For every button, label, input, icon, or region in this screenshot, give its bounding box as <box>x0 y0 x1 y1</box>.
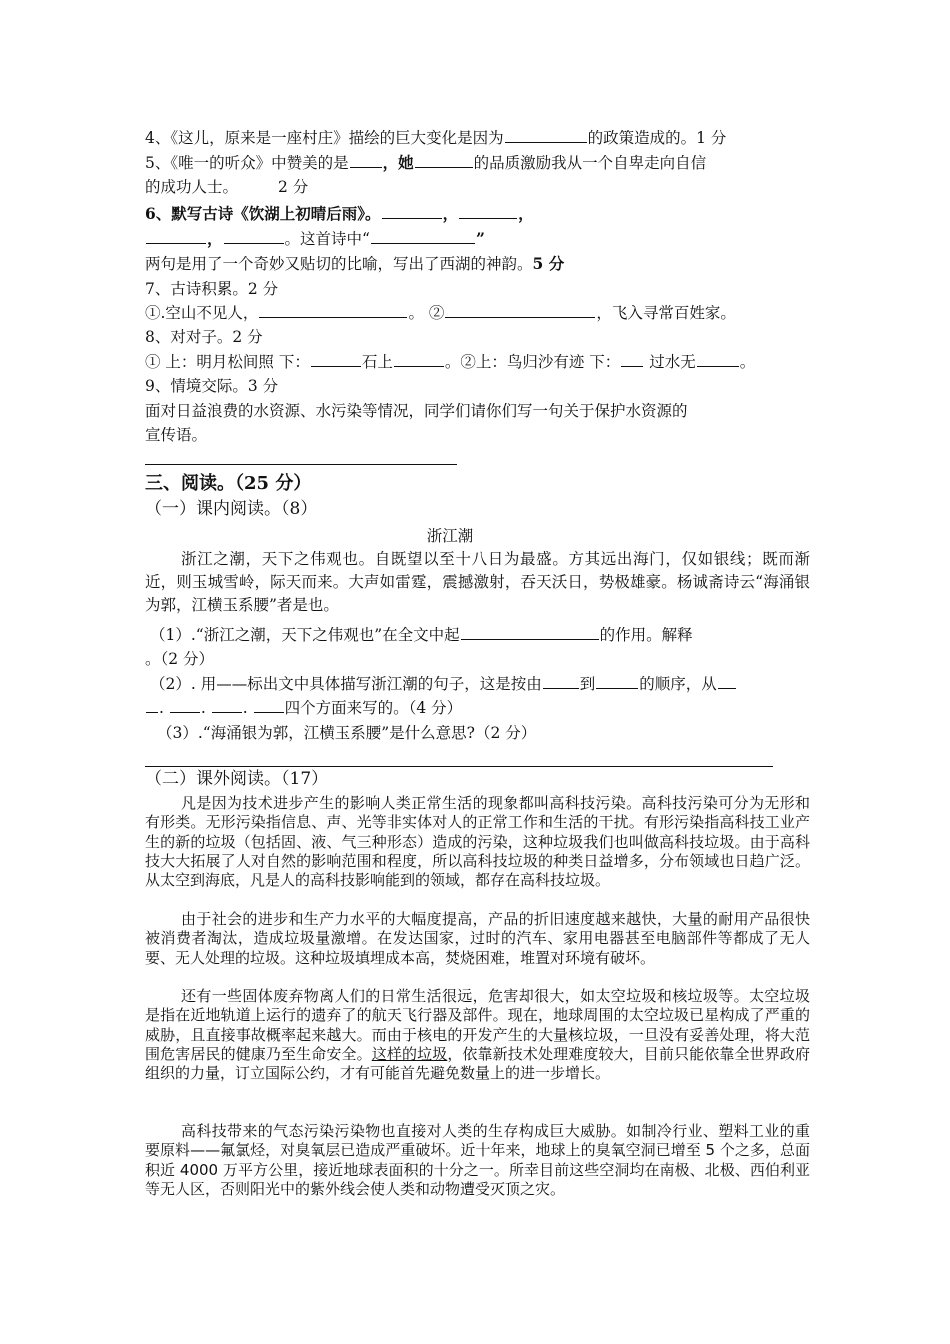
reading-question-2: （2）. 用——标出文中具体描写浙江潮的句子，这是按由 到 的顺序，从 <box>150 674 737 694</box>
question-9-text: 面对日益浪费的水资源、水污染等情况，同学们请你们写一句关于保护水资源的 <box>145 402 688 420</box>
question-8: ① 上：明月松间照 下： 石上 。②上：鸟归沙有迹 下： 过水无 。 <box>145 353 756 371</box>
answer-line[interactable] <box>145 464 457 465</box>
section-title: 三、阅读。（25 分） <box>145 473 312 494</box>
answer-blank[interactable] <box>350 153 382 168</box>
answer-blank[interactable] <box>146 229 206 244</box>
question-8-title: 8、对对子。2 分 <box>145 328 263 346</box>
article-paragraph: 高科技带来的气态污染污染物也直接对人类的生存构成巨大威胁。如制冷行业、塑料工业的重要原料——氟氯烃，对臭氧层已造成严重破坏。近十年来，地球上的臭氧空洞已增至 5 个之多，总面积近 4000 万平方公里，接近地球表面积的十分之一。所幸目前这些空洞均在南极、北极、西伯利亚等无人区，否则阳光中的紫外线会使人类和动物遭受灭顶之灾。 <box>145 1122 810 1198</box>
reading-question-1: （1）.“浙江之潮，天下之伟观也”在全文中起 的作用。解释 <box>150 626 693 644</box>
answer-blank[interactable] <box>254 698 284 713</box>
question-5-cont: 的成功人士。 2 分 <box>145 178 309 196</box>
question-9-text-cont: 宣传语。 <box>145 426 208 444</box>
reading-question-3: （3）.“海涌银为郭，江横玉系腰”是什么意思?（2 分） <box>157 724 537 742</box>
question-6-cont: ， 。这首诗中“ ” <box>145 229 485 249</box>
answer-blank[interactable] <box>697 352 739 367</box>
answer-blank[interactable] <box>445 303 595 318</box>
answer-blank[interactable] <box>311 352 361 367</box>
answer-blank[interactable] <box>224 229 284 244</box>
answer-blank[interactable] <box>382 204 442 219</box>
answer-blank[interactable] <box>170 698 200 713</box>
answer-blank[interactable] <box>371 229 475 244</box>
answer-blank[interactable] <box>718 674 736 689</box>
answer-blank[interactable] <box>394 352 444 367</box>
question-5: 5、《唯一的听众》中赞美的是 ，她 的品质激励我从一个自卑走向自信 <box>145 153 707 172</box>
article-paragraph: 由于社会的进步和生产力水平的大幅度提高，产品的折旧速度越来越快，大量的耐用产品很快被消费者淘汰，造成垃圾量激增。在发达国家，过时的汽车、家用电器甚至电脑部件等都成了无人要、无人处理的垃圾。这种垃圾填埋成本高，焚烧困难，堆置对环境有破坏。 <box>145 910 810 967</box>
question-7-title: 7、古诗积累。2 分 <box>145 280 279 298</box>
article-paragraph: 凡是因为技术进步产生的影响人类正常生活的现象都叫高科技污染。高科技污染可分为无形和有形类。无形污染指信息、声、光等非实体对人的正常工作和生活的干扰。有形污染指高科技工业产生的新的垃圾（包括固、液、气三种形态）造成的污染，这种垃圾我们也叫做高科技垃圾。由于高科技大大拓展了人对自然的影响范围和程度，所以高科技垃圾的种类日益增多，分布领域也日趋广泛。从太空到海底，凡是人的高科技影响能到的领域，都存在高科技垃圾。 <box>145 794 810 890</box>
answer-blank[interactable] <box>212 698 242 713</box>
answer-blank[interactable] <box>621 352 643 367</box>
question-4: 4、《这儿，原来是一座村庄》描绘的巨大变化是因为 的政策造成的。1 分 <box>145 129 727 147</box>
answer-blank[interactable] <box>415 153 473 168</box>
subsection-title: （一）课内阅读。（8） <box>145 499 318 519</box>
subsection-title: （二）课外阅读。（17） <box>145 769 329 789</box>
question-6: 6、默写古诗《饮湖上初晴后雨》。 ， ， <box>145 204 534 223</box>
answer-blank[interactable] <box>459 204 517 219</box>
passage-paragraph: 浙江之潮，天下之伟观也。自既望以至十八日为最盛。方其远出海门，仅如银线；既而渐近，则玉城雪岭，际天而来。大声如雷霆，震撼激射，吞天沃日，势极雄豪。杨诚斋诗云“海涌银为郭，江横玉系腰”者是也。 <box>145 550 810 614</box>
answer-blank[interactable] <box>505 128 587 143</box>
article-paragraph: 还有一些固体废弃物离人们的日常生活很远，危害却很大，如太空垃圾和核垃圾等。太空垃圾是指在近地轨道上运行的遗弃了的航天飞行器及部件。现在，地球周围的太空垃圾已星构成了严重的威胁，且直接事故概率起来越大。而由于核电的开发产生的大量核垃圾，一旦没有妥善处理，将大范围危害居民的健康乃至生命安全。这样的垃圾，依靠新技术处理难度较大，目前只能依靠全世界政府组织的力量，订立国际公约，才有可能首先避免数量上的进一步增长。 <box>145 987 810 1083</box>
question-6-cont2: 两句是用了一个奇妙又贴切的比喻，写出了西湖的神韵。5 分 <box>145 254 565 273</box>
answer-blank[interactable] <box>461 625 599 640</box>
passage-title: 浙江潮 <box>426 527 474 545</box>
reading-question-2-cont: . . . 四个方面来写的。（4 分） <box>145 698 462 718</box>
reading-question-1-cont: 。（2 分） <box>145 650 215 668</box>
answer-blank[interactable] <box>146 698 158 713</box>
question-7: ①.空山不见人， 。 ② ，飞入寻常百姓家。 <box>145 304 736 322</box>
answer-blank[interactable] <box>259 303 407 318</box>
question-9-title: 9、情境交际。3 分 <box>145 377 279 395</box>
answer-line[interactable] <box>145 766 773 767</box>
answer-blank[interactable] <box>596 674 638 689</box>
underlined-phrase: 这样的垃圾 <box>371 1044 448 1063</box>
answer-blank[interactable] <box>543 674 579 689</box>
